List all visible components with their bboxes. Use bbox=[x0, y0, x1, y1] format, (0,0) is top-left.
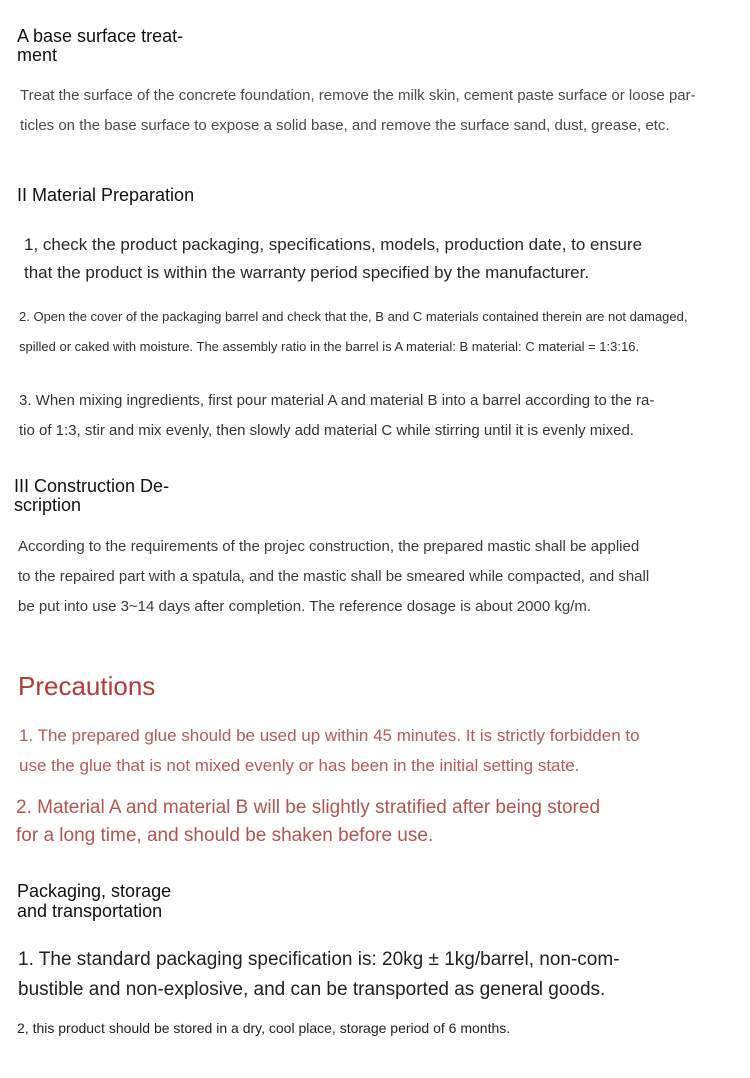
precautions-title: Precautions bbox=[18, 671, 156, 701]
packaging-item-1 bbox=[18, 945, 620, 1005]
section-2-heading: II Material Preparation bbox=[17, 185, 195, 205]
material-item-2 bbox=[19, 302, 687, 362]
paragraph-line: be put into use 3~14 days after completion. The reference dosage is about 2000 kg/m. bbox=[18, 598, 592, 615]
heading-line: A base surface treat- bbox=[17, 26, 184, 46]
paragraph-line: According to the requirements of the projec construction, the prepared mastic shall be applied bbox=[18, 538, 640, 555]
paragraph-line: spilled or caked with moisture. The assembly ratio in the barrel is A material: B material: C material = 1:3:16. bbox=[19, 339, 640, 354]
paragraph-line: to the repaired part with a spatula, and the mastic shall be smeared while compacted, and shall bbox=[18, 568, 650, 585]
section-1-paragraph bbox=[20, 81, 696, 141]
paragraph-line: Treat the surface of the concrete foundation, remove the milk skin, cement paste surface or loose par- bbox=[20, 87, 696, 104]
paragraph-line: 1. The standard packaging specification is: 20kg ± 1kg/barrel, non-com- bbox=[18, 949, 620, 970]
section-1-heading bbox=[17, 27, 183, 65]
paragraph-line: 1. The prepared glue should be used up within 45 minutes. It is strictly forbidden to bbox=[19, 726, 640, 745]
paragraph-line: for a long time, and should be shaken before use. bbox=[16, 825, 434, 846]
heading-line: scription bbox=[14, 495, 82, 515]
packaging-heading bbox=[17, 881, 171, 921]
paragraph-line: 3. When mixing ingredients, first pour material A and material B into a barrel according to the ra- bbox=[19, 392, 655, 409]
packaging-item-2: 2, this product should be stored in a dry, cool place, storage period of 6 months. bbox=[17, 1020, 511, 1036]
heading-line: III Construction De- bbox=[14, 476, 170, 496]
paragraph-line: that the product is within the warranty period specified by the manufacturer. bbox=[24, 263, 590, 282]
paragraph-line: use the glue that is not mixed evenly or has been in the initial setting state. bbox=[19, 756, 580, 775]
material-item-1 bbox=[24, 231, 642, 287]
section-3-paragraph bbox=[18, 532, 649, 622]
paragraph-line: tio of 1:3, stir and mix evenly, then slowly add material C while stirring until it is evenly mixed. bbox=[19, 422, 634, 439]
precaution-item-1 bbox=[19, 721, 640, 781]
paragraph-line: bustible and non-explosive, and can be transported as general goods. bbox=[18, 979, 606, 1000]
heading-line: Packaging, storage bbox=[17, 881, 172, 901]
precaution-item-2 bbox=[16, 794, 600, 850]
heading-line: and transportation bbox=[17, 901, 163, 921]
section-3-heading bbox=[14, 477, 169, 515]
paragraph-line: ticles on the base surface to expose a solid base, and remove the surface sand, dust, grease, etc. bbox=[20, 117, 670, 134]
heading-line: ment bbox=[17, 45, 58, 65]
paragraph-line: 2. Material A and material B will be slightly stratified after being stored bbox=[16, 797, 601, 818]
paragraph-line: 2. Open the cover of the packaging barrel and check that the, B and C materials contained therein are not damaged, bbox=[19, 309, 688, 324]
material-item-3 bbox=[19, 386, 654, 446]
paragraph-line: 1, check the product packaging, specifications, models, production date, to ensure bbox=[24, 235, 643, 254]
